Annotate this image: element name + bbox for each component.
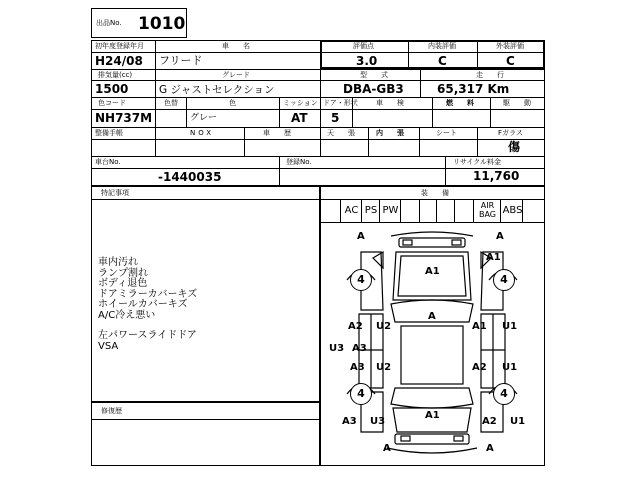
equipment-cell bbox=[379, 199, 400, 222]
interior-label: 内装評価 bbox=[428, 42, 456, 50]
chassis-number: -1440035 bbox=[158, 170, 222, 184]
equipment-cell bbox=[500, 199, 523, 222]
equipment-label: 装 備 bbox=[421, 189, 449, 197]
remarks-label: 特記事項 bbox=[101, 189, 129, 197]
transmission-label: ミッション bbox=[283, 99, 318, 107]
doors-label: ドア・形状 bbox=[323, 99, 358, 107]
mark-left-rear-quarter-u: U3 bbox=[370, 416, 386, 427]
grade-label: グレード bbox=[222, 71, 250, 79]
doors: 5 bbox=[331, 111, 340, 125]
equipment-item: PW bbox=[382, 205, 399, 216]
equipment-cell bbox=[340, 199, 361, 222]
equipment-cell bbox=[419, 199, 436, 222]
remarks-list bbox=[98, 258, 197, 352]
drive-label: 駆 動 bbox=[503, 99, 531, 107]
recycle-label: リサイクル料金 bbox=[453, 158, 502, 166]
wheel-front-right: 4 bbox=[493, 269, 515, 291]
exterior-label: 外装評価 bbox=[496, 42, 524, 50]
mark-front-left-corner: A bbox=[357, 231, 365, 242]
equipment-item: AIR BAG bbox=[478, 201, 497, 219]
lot-number-box bbox=[91, 8, 187, 38]
roof-label: 天 張 bbox=[327, 129, 355, 137]
color-label: 色 bbox=[229, 99, 236, 107]
grade: G ジャストセレクション bbox=[159, 84, 275, 96]
mileage-label: 走 行 bbox=[476, 71, 504, 79]
mark-rear-bumper-left: A bbox=[383, 443, 391, 454]
mark-right-fender: A1 bbox=[486, 252, 501, 263]
mark-left-rear-quarter: A3 bbox=[342, 416, 357, 427]
fuel-label: 燃 料 bbox=[446, 99, 474, 107]
interior-trim-label: 内 張 bbox=[376, 129, 404, 137]
repair-history-label: 修復歴 bbox=[101, 407, 122, 415]
equipment-cell bbox=[473, 199, 500, 222]
exterior-grade: C bbox=[506, 54, 515, 68]
mileage: 65,317 Km bbox=[437, 82, 510, 96]
equipment-item: ABS bbox=[502, 205, 523, 216]
mark-right-front-door-u: U1 bbox=[502, 321, 518, 332]
color-code-label: 色コード bbox=[98, 99, 126, 107]
lot-number-label: 出品No. bbox=[96, 19, 122, 27]
wheel-rear-left: 4 bbox=[350, 383, 372, 405]
equipment-cell bbox=[436, 199, 454, 222]
mark-right-rear-door: A2 bbox=[472, 362, 487, 373]
auction-score: 3.0 bbox=[356, 54, 378, 68]
equipment-item: AC bbox=[344, 205, 359, 216]
mark-left-front-door: A2 bbox=[348, 321, 363, 332]
mark-left-rear-door-u: U2 bbox=[376, 362, 392, 373]
remark-line: ドアミラーカバーキズ bbox=[98, 288, 198, 300]
color: グレー bbox=[190, 113, 218, 123]
lot-number: 1010 bbox=[138, 14, 186, 34]
wheel-front-left: 4 bbox=[350, 269, 372, 291]
remark-line: ボディ退色 bbox=[98, 278, 148, 289]
mark-left-front-door-u: U2 bbox=[376, 321, 392, 332]
remark-line: 車内汚れ bbox=[98, 257, 138, 268]
car-name: フリード bbox=[159, 54, 203, 67]
year-label: 初年度登録年月 bbox=[95, 42, 144, 50]
repair-history-panel bbox=[91, 402, 320, 466]
car-name-label: 車 名 bbox=[222, 42, 250, 50]
model-code: DBA-GB3 bbox=[343, 82, 404, 96]
remark-line: VSA bbox=[98, 340, 119, 352]
glass-label: Fガラス bbox=[498, 129, 523, 137]
mark-right-rear-quarter-u: U1 bbox=[510, 416, 526, 427]
mark-rear-hatch: A1 bbox=[425, 410, 440, 421]
first-registration: H24/08 bbox=[95, 54, 143, 68]
displacement-label: 排気量(cc) bbox=[98, 71, 133, 79]
seat-label: シート bbox=[436, 129, 457, 137]
nox-label: NOX bbox=[190, 129, 215, 137]
mark-hood: A1 bbox=[425, 266, 440, 277]
remark-line: A/C冷え悪い bbox=[98, 309, 156, 321]
history-label: 車 歴 bbox=[263, 129, 291, 137]
mark-front-right-corner: A bbox=[496, 231, 504, 242]
mark-left-rocker-u: U3 bbox=[329, 343, 345, 354]
model-label: 型 式 bbox=[360, 71, 388, 79]
equipment-item: PS bbox=[364, 205, 378, 216]
transmission: AT bbox=[291, 111, 308, 125]
chassis-label: 車台No. bbox=[95, 158, 121, 166]
mark-windshield: A bbox=[428, 311, 436, 322]
color-code: NH737M bbox=[95, 111, 153, 125]
displacement: 1500 bbox=[95, 82, 129, 96]
registration-label: 登録No. bbox=[286, 158, 312, 166]
color-change-label: 色替 bbox=[164, 99, 178, 107]
mark-rear-bumper-right: A bbox=[486, 443, 494, 454]
equipment-cell bbox=[400, 199, 419, 222]
remark-line: 左パワースライドドア bbox=[98, 330, 197, 341]
mark-right-front-door: A1 bbox=[472, 321, 487, 332]
front-glass: 傷 bbox=[508, 140, 521, 154]
mark-right-rear-door-u: U1 bbox=[502, 362, 518, 373]
equipment-cell bbox=[454, 199, 473, 222]
mark-left-rear-door-top: A3 bbox=[352, 343, 367, 354]
remarks-panel bbox=[91, 186, 320, 402]
recycle-fee: 11,760 bbox=[473, 169, 520, 183]
remark-line: ランプ割れ bbox=[98, 267, 148, 279]
inspection-label: 車 検 bbox=[376, 99, 404, 107]
mark-right-rear-quarter: A2 bbox=[482, 416, 497, 427]
score-label: 評価点 bbox=[353, 42, 374, 50]
remark-line: ホイールカバーキズ bbox=[98, 299, 188, 310]
manual-label: 整備手帳 bbox=[95, 129, 123, 137]
mark-left-rear-door: A3 bbox=[350, 362, 365, 373]
interior-grade: C bbox=[438, 54, 447, 68]
wheel-rear-right: 4 bbox=[493, 383, 515, 405]
equipment-cell bbox=[361, 199, 379, 222]
